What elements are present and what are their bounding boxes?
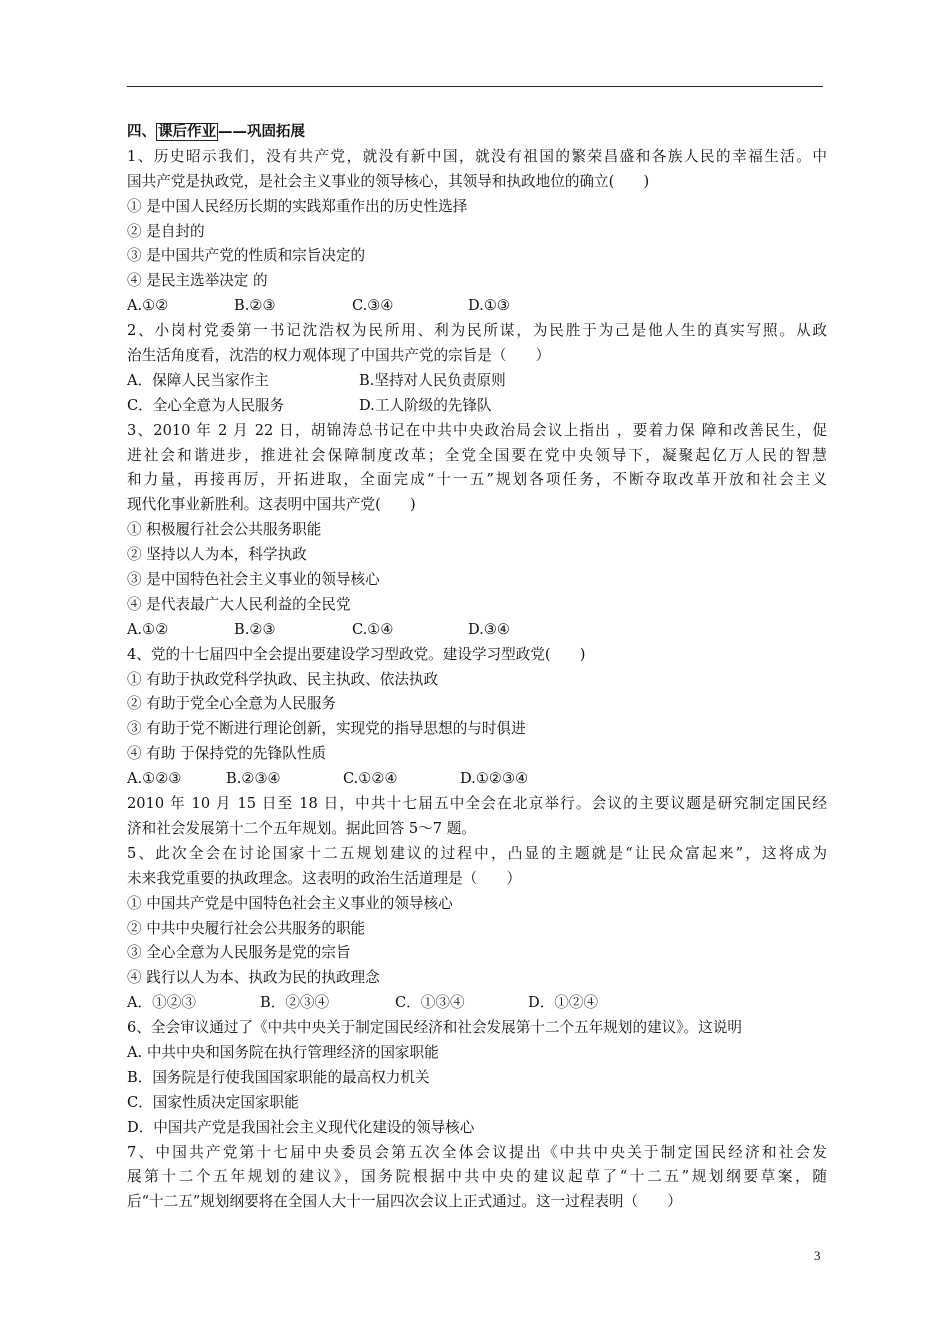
text-line: ① 积极履行社会公共服务职能	[127, 521, 322, 539]
answer-option: B.坚持对人民负责原则	[359, 371, 506, 389]
text-line: 展第十二个五年规划的建议》，国务院根据中共中央的建议起草了“十二五”规划纲要草案，随	[127, 1168, 827, 1186]
answer-option: A.①②	[127, 620, 169, 638]
answer-options	[127, 767, 827, 792]
answer-option: B.②③	[234, 620, 276, 638]
answer-option: A．①②③	[127, 994, 196, 1012]
text-line: ② 中共中央履行社会公共服务的职能	[127, 919, 366, 937]
text-line: 4、党的十七届四中全会提出要建设学习型政党。建设学习型政党( )	[127, 645, 586, 663]
text-line: 国共产党是执政党，是社会主义事业的领导核心，其领导和执政地位的确立( )	[127, 172, 650, 190]
text-line: ① 中国共产党是中国特色社会主义事业的领导核心	[127, 894, 453, 912]
answer-option: C.①②④	[343, 770, 398, 788]
document-body	[127, 120, 827, 1215]
text-line: ② 坚持以人为本，科学执政	[127, 546, 307, 564]
answer-options	[127, 991, 827, 1016]
text-line: 2、小岗村党委第一书记沈浩权为民所用、利为民所谋，为民胜于为己是他人生的真实写照。从政	[127, 322, 827, 340]
text-line: A. 中共中央和国务院在执行管理经济的国家职能	[127, 1043, 439, 1061]
answer-option: D．①②④	[528, 994, 599, 1012]
text-line: 未来我党重要的执政理念。这表明的政治生活道理是（ ）	[127, 869, 522, 887]
text-line: 3、2010 年 2 月 22 日，胡锦涛总书记在中共中央政治局会议上指出 ，要着力保 障和改善民生，促	[127, 421, 827, 439]
answer-option: A.①②	[127, 297, 169, 315]
answer-option: A．保障人民当家作主	[127, 371, 269, 389]
answer-options	[127, 618, 827, 643]
text-line: 后“十二五”规划纲要将在全国人大十一届四次会议上正式通过。这一过程表明（ ）	[127, 1193, 682, 1211]
text-line: 治生活角度看，沈浩的权力观体现了中国共产党的宗旨是（ ）	[127, 347, 551, 365]
heading-suffix: ——巩固拓展	[218, 124, 305, 140]
answer-options	[127, 369, 827, 394]
page-number: 3	[814, 1248, 821, 1263]
answer-option: D.①②③④	[460, 770, 529, 788]
text-line: ④ 是代表最广大人民利益的全民党	[127, 595, 351, 613]
answer-option: D.③④	[468, 620, 510, 638]
text-line: B．国务院是行使我国国家职能的最高权力机关	[127, 1068, 430, 1086]
header-rule	[127, 86, 823, 87]
answer-option: C.③④	[352, 297, 394, 315]
answer-option: C．全心全意为人民服务	[127, 396, 285, 414]
answer-option: B.②③④	[226, 770, 281, 788]
text-line: ① 是中国人民经历长期的实践郑重作出的历史性选择	[127, 197, 468, 215]
answer-options	[127, 294, 827, 319]
text-line: ④ 有助 于保持党的先锋队性质	[127, 745, 326, 763]
text-line: ④ 是民主选举决定 的	[127, 272, 268, 290]
text-line: C．国家性质决定国家职能	[127, 1093, 299, 1111]
text-line: ③ 全心全意为人民服务是党的宗旨	[127, 944, 351, 962]
text-line: ③ 有助于党不断进行理论创新，实现党的指导思想的与时俱进	[127, 720, 526, 738]
text-line: 和力量，再接再厉，开拓进取，全面完成“十一五”规划各项任务，不断夺取改革开放和社会主义	[127, 471, 827, 489]
heading-prefix: 四、	[127, 124, 156, 140]
answer-option: B.②③	[234, 297, 276, 315]
question-lines	[127, 145, 827, 1215]
text-line: D．中国共产党是我国社会主义现代化建设的领导核心	[127, 1118, 475, 1136]
text-line: 1、历史昭示我们，没有共产党，就没有新中国，就没有祖国的繁荣昌盛和各族人民的幸福生活。中	[127, 147, 827, 165]
section-heading	[127, 120, 827, 145]
text-line: 5、此次全会在讨论国家十二五规划建议的过程中，凸显的主题就是“让民众富起来”，这将成为	[127, 844, 827, 862]
answer-option: D.工人阶级的先锋队	[359, 396, 492, 414]
heading-boxed-text: 课后作业	[158, 124, 216, 140]
text-line: ② 是自封的	[127, 222, 205, 240]
text-line: 济和社会发展第十二个五年规划。据此回答 5～7 题。	[127, 819, 476, 837]
answer-option: A.①②③	[127, 770, 182, 788]
answer-option: D.①③	[468, 297, 510, 315]
text-line: 进社会和谐进步，推进社会保障制度改革；全党全国要在党中央领导下，凝聚起亿万人民的智慧	[127, 446, 827, 464]
answer-options	[127, 394, 827, 419]
text-line: ③ 是中国共产党的性质和宗旨决定的	[127, 247, 366, 265]
text-line: 2010 年 10 月 15 日至 18 日，中共十七届五中全会在北京举行。会议的主要议题是研究制定国民经	[127, 795, 827, 813]
answer-option: C．①③④	[395, 994, 465, 1012]
text-line: ③ 是中国特色社会主义事业的领导核心	[127, 571, 380, 589]
text-line: ④ 践行以人为本、执政为民的执政理念	[127, 969, 380, 987]
text-line: ② 有助于党全心全意为人民服务	[127, 695, 336, 713]
answer-option: B．②③④	[260, 994, 330, 1012]
text-line: 现代化事业新胜利。这表明中国共产党( )	[127, 496, 416, 514]
text-line: 6、全会审议通过了《中共中央关于制定国民经济和社会发展第十二个五年规划的建议》。这说明	[127, 1019, 742, 1037]
answer-option: C.①④	[352, 620, 394, 638]
text-line: 7、中国共产党第十七届中央委员会第五次全体会议提出《中共中央关于制定国民经济和社会发	[127, 1143, 827, 1161]
text-line: ① 有助于执政党科学执政、民主执政、依法执政	[127, 670, 439, 688]
